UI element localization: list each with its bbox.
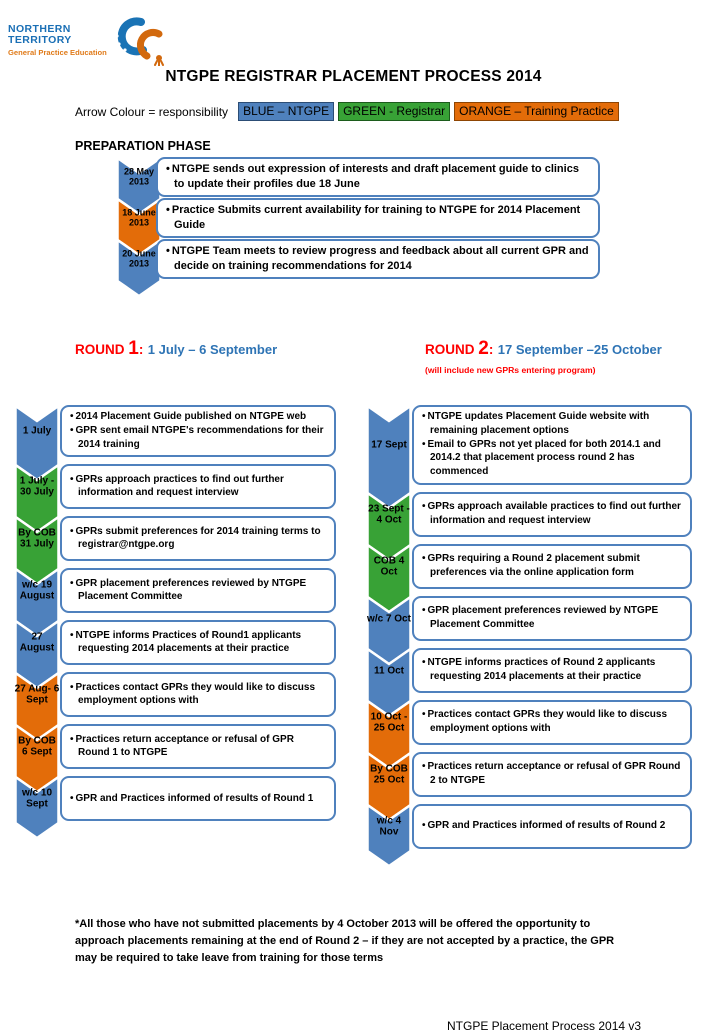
legend-label: Arrow Colour = responsibility [75,104,229,119]
step-description-box [412,700,692,745]
step-bullet: • GPRs submit preferences for 2014 training terms to registrar@ntgpe.org [70,525,326,553]
version-label: NTGPE Placement Process 2014 v3 [447,1019,642,1033]
page-header [0,0,707,62]
step-bullet: • Email to GPRs not yet placed for both 2014.1 and 2014.2 that placement process round 2 has commenced [422,438,682,479]
timeline-step [366,544,692,589]
step-bullet: • GPR placement preferences reviewed by NTGPE Placement Committee [422,604,682,632]
step-date: 23 Sept - 4 Oct [368,503,410,526]
timeline-step [366,804,692,849]
ntgpe-logo-text [8,16,107,57]
step-bullet: • NTGPE Team meets to review progress and feedback about all current GPR and decide on training recommendations for 2014 [166,244,590,273]
round1-label: ROUND 1: [75,338,144,360]
step-description-box [156,198,600,238]
timeline-step [366,596,692,641]
step-date: 27 Aug- 6 Sept [14,683,60,706]
step-bullet: • 2014 Placement Guide published on NTGPE web [70,410,326,424]
step-bullet: • GPRs approach available practices to find out further information and request interview [422,500,682,528]
step-date: w/c 10 Sept [21,787,53,810]
step-date: COB 4 Oct [373,555,405,578]
timeline-step [14,516,336,561]
step-description-box [412,544,692,589]
step-bullet: • GPR placement preferences reviewed by NTGPE Placement Committee [70,577,326,605]
rounds-container [14,405,707,876]
step-bullet: • GPRs requiring a Round 2 placement submit preferences via the online application form [422,552,682,580]
legend-chip-blue: BLUE – NTGPE [238,102,334,121]
round1-dates: 1 July – 6 September [147,342,278,358]
step-bullet: • Practices contact GPRs they would like to discuss employment options with [422,708,682,736]
step-bullet: • Practice Submits current availability for training to NTGPE for 2014 Placement Guide [166,203,590,232]
timeline-step [14,776,336,821]
round2-timeline [366,405,692,876]
logo-line-2: TERRITORY [8,34,72,47]
timeline-step [366,648,692,693]
step-bullet: • GPR sent email NTGPE's recommendations for their 2014 training [70,424,326,452]
step-description-box [60,516,336,561]
step-bullet: • NTGPE informs practices of Round 2 applicants requesting 2014 placements at their practice [422,656,682,684]
step-date: w/c 4 Nov [376,815,402,838]
timeline-step [14,672,336,717]
timeline-step [14,620,336,665]
timeline-step [14,724,336,769]
timeline-step [116,198,600,238]
step-bullet: • GPR and Practices informed of results of Round 2 [422,819,682,833]
arrow-colour-legend [75,102,707,121]
step-description-box [412,648,692,693]
timeline-step [14,568,336,613]
ntgpe-gecko-logo-icon [103,14,167,66]
step-date: By COB 25 Oct [370,763,408,786]
legend-chip-orange: ORANGE – Training Practice [454,102,619,121]
step-date: By COB 31 July [18,527,56,550]
step-bullet: • Practices return acceptance or refusal of GPR Round 1 to NTGPE [70,733,326,761]
step-description-box [60,405,336,457]
step-description-box [60,672,336,717]
step-bullet: • NTGPE informs Practices of Round1 applicants requesting 2014 placements at their practice [70,629,326,657]
step-date: w/c 7 Oct [367,612,411,624]
step-date: 17 Sept [371,439,407,451]
preparation-timeline [116,157,600,300]
timeline-step [366,700,692,745]
step-date: By COB 6 Sept [18,735,56,758]
step-description-box [60,776,336,821]
step-date: 1 July - 30 July [19,475,55,498]
step-date: 11 Oct [373,664,405,676]
logo-line-1: NORTHERN [8,23,71,35]
step-bullet: • NTGPE updates Placement Guide website with remaining placement options [422,410,682,438]
step-bullet: • GPRs approach practices to find out further information and request interview [70,473,326,501]
step-bullet: • Practices return acceptance or refusal of GPR Round 2 to NTGPE [422,760,682,788]
round1-heading [75,338,425,375]
step-description-box [60,568,336,613]
step-date: 20 June 2013 [122,248,156,270]
step-description-box [412,596,692,641]
round2-label: ROUND 2: [425,338,494,360]
round-headings [75,338,707,375]
timeline-step [14,405,336,457]
step-description-box [412,405,692,485]
step-date: w/c 19 August [19,579,55,602]
step-description-box [412,752,692,797]
step-date: 10 Oct - 25 Oct [370,711,408,734]
footnote: *All those who have not submitted placements by 4 October 2013 will be offered the opportunity to approach placements remaining at the end of Round 2 – if they are not accepted by a practice, the GPR may be required to take leave from training for those terms [75,918,615,965]
step-description-box [156,157,600,197]
preparation-phase-heading: PREPARATION PHASE [75,139,211,153]
timeline-step [116,239,600,279]
timeline-step [366,405,692,485]
page-title: NTGPE REGISTRAR PLACEMENT PROCESS 2014 [165,68,542,85]
step-description-box [60,464,336,509]
logo-line-3: General Practice Education [8,48,107,58]
timeline-step [366,752,692,797]
round2-dates: 17 September –25 October [497,342,662,358]
timeline-step [366,492,692,537]
timeline-step [116,157,600,197]
step-description-box [60,724,336,769]
round2-note: (will include new GPRs entering program) [425,365,596,376]
step-date: 27 August [19,631,55,654]
step-bullet: • Practices contact GPRs they would like to discuss employment options with [70,681,326,709]
step-date: 1 July [22,425,52,437]
timeline-step [14,464,336,509]
round2-heading [425,338,662,375]
step-description-box [60,620,336,665]
step-description-box [412,492,692,537]
step-date: 18 June 2013 [122,207,156,229]
legend-chip-green: GREEN - Registrar [338,102,450,121]
round1-timeline [14,405,336,876]
step-date: 28 May 2013 [123,166,155,188]
step-description-box [412,804,692,849]
step-bullet: • GPR and Practices informed of results of Round 1 [70,792,326,806]
step-description-box [156,239,600,279]
step-bullet: • NTGPE sends out expression of interests and draft placement guide to clinics to update their profiles due 18 June [166,162,590,191]
